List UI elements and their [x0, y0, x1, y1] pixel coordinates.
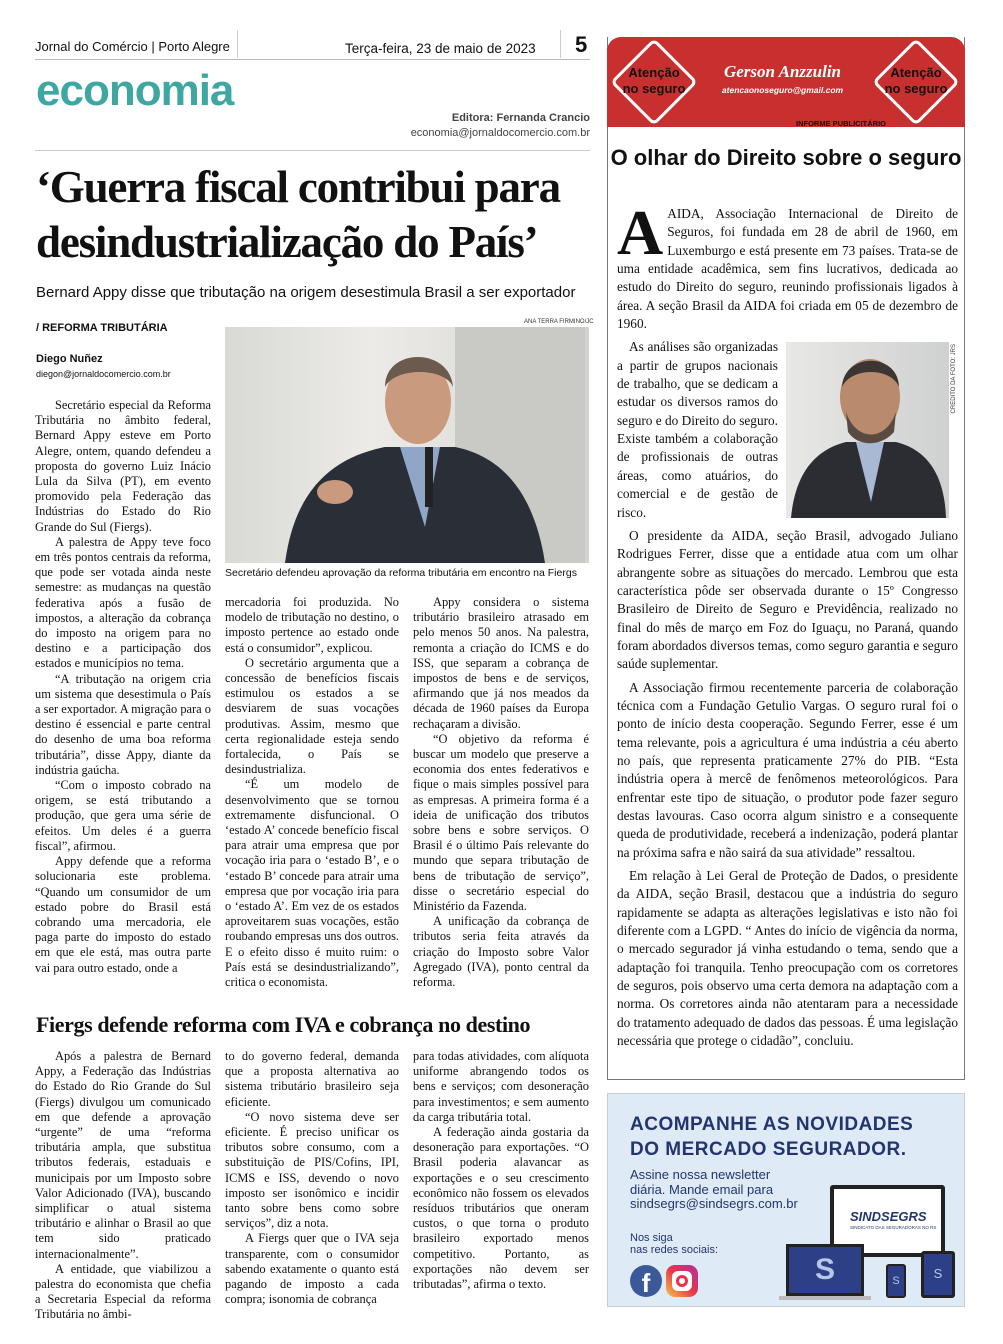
paragraph: “O novo sistema deve ser eficiente. É preciso unificar os tributos sobre consumo, com a substituição de PIS/Cofins, IPI, ICMS e ISS, devendo o novo imposto ser isonômico e incidir tanto sobre bens como sobre serviços”, diz a nota.	[225, 1109, 399, 1231]
editor-email: economia@jornaldocomercio.com.br	[410, 127, 590, 139]
headline-line: ‘Guerra fiscal contribui para	[36, 162, 560, 212]
paragraph: Appy considera o sistema tributário brasileiro atrasado em pelo menos 50 anos. Na palestra, remonta a criação do ICMS e do ISS, que separam a cobrança de impostos de bens e de serviços, afirmando que já nos meados da década de 1960 países da Europa rechaçaram a divisão.	[413, 595, 589, 731]
sindseg-subtitle: SINDICATO DAS SEGURADORAS NO RS	[850, 1225, 937, 1230]
second-article-column-1	[35, 1049, 211, 1322]
editor-info	[411, 111, 590, 141]
issue-date: Terça-feira, 23 de maio de 2023	[345, 41, 536, 56]
ad-text-line: Assine nossa newsletter	[630, 1167, 771, 1182]
paragraph: Após a palestra de Bernard Appy, a Federação das Indústrias do Estado do Rio Grande do Sul (Fiergs) divulgou um comunicado em que defende a aprovação “urgente” de uma “reforma tributária ampla, que substitua tributos federais, estaduais e municipais por um Imposto sobre Valor Adicionado (IVA), buscando simplificar o atual sistema tributário e alinhar o Brasil ao que tem sido praticado internacionalmente”.	[35, 1049, 211, 1261]
ad-email-link[interactable]: sindsegrs@sindsegrs.com.br	[630, 1196, 798, 1211]
badge-text: Atenção	[628, 65, 680, 80]
laptop-device: S	[786, 1244, 864, 1296]
ad-follow-line: nas redes sociais:	[630, 1244, 719, 1256]
paragraph: “É um modelo de desenvolvimento que se tornou extremamente disfuncional. O ‘estado A’ concede benefício fiscal para atrair uma empresa que por vocação iria para o ‘estado B’, e o ‘estado B’ concede para atrair uma empresa que por vocação iria para o ‘estado A’. Em vez de os estados aproveitarem suas vocações, estão roubando empresas uns dos outros. E o efeito disso é muito ruim: o País está se desindustrializando”, critica o economista.	[225, 777, 399, 990]
section-title: economia	[36, 66, 234, 115]
paragraph: to do governo federal, demanda que a proposta alternativa ao sistema tributário brasileiro seja eficiente.	[225, 1049, 399, 1109]
facebook-icon[interactable]: f	[630, 1265, 662, 1297]
author-name: Diego Nuñez	[36, 353, 103, 365]
ad-text-line: diária. Mande email para	[630, 1181, 774, 1197]
paragraph: As análises são organizadas a partir de grupos nacionais de trabalho, que se dedicam a estudar os diversos ramos do seguro e do Direito do seguro. Existe também a colaboração de profissionais de outras áreas, como atuários, do comercial e de gestão de risco.	[617, 339, 779, 520]
column-text	[617, 197, 958, 1055]
paragraph: Secretário especial da Reforma Tributária no âmbito federal, Bernard Appy esteve em Porto Alegre, ontem, quando defendeu a proposta do governo Luiz Inácio Lula da Silva (PT), em evento promovido pela Federação das Indústrias do Estado do Rio Grande do Sul (Fiergs).	[35, 398, 211, 534]
paragraph: Appy defende que a reforma solucionaria este problema. “Quando um consumidor de um estado pobre do Brasil está cobrando uma mercadoria, ele paga parte do imposto do estado em que ele está, mas outra parte vai para outro estado, onde a	[35, 854, 211, 975]
ad-title-line: DO MERCADO SEGURADOR.	[630, 1139, 907, 1160]
paragraph: A unificação da cobrança de tributos seria feita através da criação do Imposto sobre Valor Agregado (IVA), ponto central da reforma.	[413, 914, 589, 990]
ad-follow	[630, 1232, 718, 1256]
second-article-column-2	[225, 1049, 399, 1311]
ad-follow-line: Nos siga	[630, 1232, 673, 1244]
paragraph: O secretário argumenta que a concessão de benefícios fiscais estimulou os estados a se desviarem de suas vocações produtivas. Assim, mesmo que certa regionalidade esteja sendo fortalecida, o País se desindustrializa.	[225, 655, 399, 777]
ad-text	[630, 1168, 798, 1212]
badge-text: no seguro	[884, 81, 948, 96]
paragraph: “O objetivo da reforma é buscar um modelo que preserve a economia dos entes federativos e fique o mais simples possível para as empresas. A primeira forma é a ideia de unificação dos tributos sobre bens e sobre serviços. O Brasil é o último País relevante do mundo que separa tributação de bens de tributação de serviço”, disse o secretário especial do Ministério da Fazenda.	[413, 731, 589, 914]
photo-caption: Secretário defendeu aprovação da reforma tributária em encontro na Fiergs	[225, 567, 577, 579]
article-photo	[225, 327, 589, 563]
second-article-headline: Fiergs defende reforma com IVA e cobrança no destino	[36, 1012, 531, 1037]
paragraph: A entidade, que viabilizou a palestra do economista que chefia a Secretaria Especial da reforma Tributária no âmbi-	[35, 1261, 211, 1322]
editor-name: Editora: Fernanda Crancio	[451, 112, 590, 124]
paragraph: A Associação firmou recentemente parceria de colaboração técnica com a Fundação Getulio Vargas. O seguro rural foi o ponto de início desta cooperação. Segundo Ferrer, esse é um tema relevante, pois a agricultura é uma indústria a céu aberto no país, que representa praticamente 27% do PIB. “Esta indústria opera à mercê de fenômenos meteorológicos. Para enfrentar este tipo de situação, o produtor pode fazer seguro destas lavouras. Caso ocorra algum sinistro e a consequente queda de produtividade, receberá a indenização, poderá plantar na próxima safra e não sairá da sua atividade” ressaltou.	[617, 679, 958, 860]
headline-line: desindustrialização do País’	[36, 217, 538, 267]
badge-left	[609, 65, 699, 97]
author-email: diegon@jornaldocomercio.com.br	[36, 369, 171, 379]
paragraph: mercadoria foi produzida. No modelo de tributação no destino, o imposto pertence ao estado onde está o consumidor”, explicou.	[225, 595, 399, 655]
article-column-3	[413, 595, 589, 993]
second-article-column-3	[413, 1049, 589, 1311]
newsletter-ad[interactable]	[607, 1093, 965, 1307]
page-header	[35, 32, 590, 60]
badge-text: Atenção	[890, 65, 942, 80]
newspaper-name: Jornal do Comércio | Porto Alegre	[35, 39, 230, 54]
divider	[560, 30, 561, 58]
page-number: 5	[575, 32, 588, 57]
tablet-device: S	[921, 1251, 955, 1298]
divider	[237, 30, 238, 58]
column-intro	[617, 197, 958, 333]
ad-title	[630, 1112, 913, 1162]
instagram-icon[interactable]	[666, 1265, 698, 1297]
columnist-email: atencaonoseguro@gmail.com	[721, 85, 844, 95]
paragraph: A palestra de Appy teve foco em três pontos centrais da reforma, que pode ser votada ainda neste semestre: as mudanças na questão federativa após a fusão de impostos, a alteração da cobrança do imposto na origem para no destino e a participação dos estados e municípios no tema.	[35, 534, 211, 671]
person-photo-illustration	[225, 327, 589, 563]
column-title: O olhar do Direito sobre o seguro	[610, 145, 962, 170]
laptop-base	[779, 1296, 871, 1300]
paragraph: A federação ainda gostaria da desoneração para exportações. “O Brasil poderia alavancar as exportações e o seu crescimento econômico não fossem os elevados resíduos tributários que oneram custos, o que torna o produto brasileiro exportado menos competitivo. Portanto, as exportações não devem ser tributadas”, afirma o texto.	[413, 1125, 589, 1292]
paragraph: AIDA, Associação Internacional de Direito de Seguros, foi fundada em 28 de abril de 1960, em Luxemburgo e está presente em 73 países. Trata-se de uma entidade acadêmica, sem fins lucrativos, dedicada ao estudo do Direito do seguro, reunindo profissionais ligados à área. A seção Brasil da AIDA foi criada em 05 de dezembro de 1960.	[617, 206, 958, 332]
paragraph: “Com o imposto cobrado na origem, se está tributando a produção, que gera uma série de efeitos. Um deles é a guerra fiscal”, afirmou.	[35, 778, 211, 853]
person-photo-illustration	[786, 342, 949, 518]
columnist-photo-wrap	[786, 342, 958, 522]
article-column-1	[35, 398, 211, 993]
paragraph: Em relação à Lei Geral de Proteção de Dados, o presidente da AIDA, seção Brasil, destacou que a indústria do seguro rapidamente se adapta as alterações legislativas e isto não foi diferente com a LGPD. “ Antes do início de vigência da norma, o mercado segurador já vinha estudando o tema, sendo que a adaptação foi tranquila. Tenho preocupação com os corretores de seguros, pois observo uma certa demora na adaptação com a norma. Os corretores ainda não atentaram para a necessidade do tratamento adequado de dados das pessoas. É uma legislação necessária que protege o cidadão”, concluiu.	[617, 868, 958, 1049]
divider	[35, 150, 590, 151]
article-tag: / REFORMA TRIBUTÁRIA	[36, 322, 168, 334]
photo-credit: ANA TERRA FIRMINO/JC	[524, 319, 594, 325]
article-column-2	[225, 595, 399, 993]
paragraph: para todas atividades, com alíquota uniforme abrangendo todos os bens e serviços; com desoneração para investimentos; e sem aumento da carga tributária total.	[413, 1049, 589, 1124]
advertorial-label: INFORME PUBLICITÁRIO	[796, 119, 886, 128]
drop-cap: A	[617, 197, 664, 268]
badge-right	[871, 65, 961, 97]
columnist-photo	[786, 342, 949, 518]
paragraph: “A tributação na origem cria um sistema que desestimula o País a ser exportador. A migração para o destino é essencial e parte central do desenho de uma boa reforma tributária”, disse Appy, diante da indústria gaúcha.	[35, 671, 211, 777]
article-deck: Bernard Appy disse que tributação na origem desestimula Brasil a ser exportador	[36, 284, 576, 301]
photo-credit: CRÉDITO DA FOTO: JRS	[951, 344, 957, 414]
phone-device: S	[886, 1264, 906, 1298]
paragraph: A Fiergs quer que o IVA seja transparente, com o consumidor sabendo exatamente o quanto está pagando de imposto a cada compra; isonomia de cobrança	[225, 1231, 399, 1307]
ad-title-line: ACOMPANHE AS NOVIDADES	[630, 1114, 914, 1135]
paragraph: O presidente da AIDA, seção Brasil, advogado Juliano Rodrigues Ferrer, disse que a entidade atua com um olhar abrangente sobre as situações do mercado. Lembrou que esta característica pôde ser observada durante o 15º Congresso Brasileiro de Direito de Seguro e Previdência, realizado no final do mês de março em Foz do Iguaçu, no Paraná, quando foram abordados diversos temas, como seguro garantia e seguro saúde suplementar.	[617, 527, 958, 672]
badge-text: no seguro	[622, 81, 686, 96]
columnist-name: Gerson Anzzulin	[723, 62, 841, 81]
article-headline	[36, 160, 560, 270]
sindseg-logo: SINDSEGRS	[850, 1209, 927, 1224]
